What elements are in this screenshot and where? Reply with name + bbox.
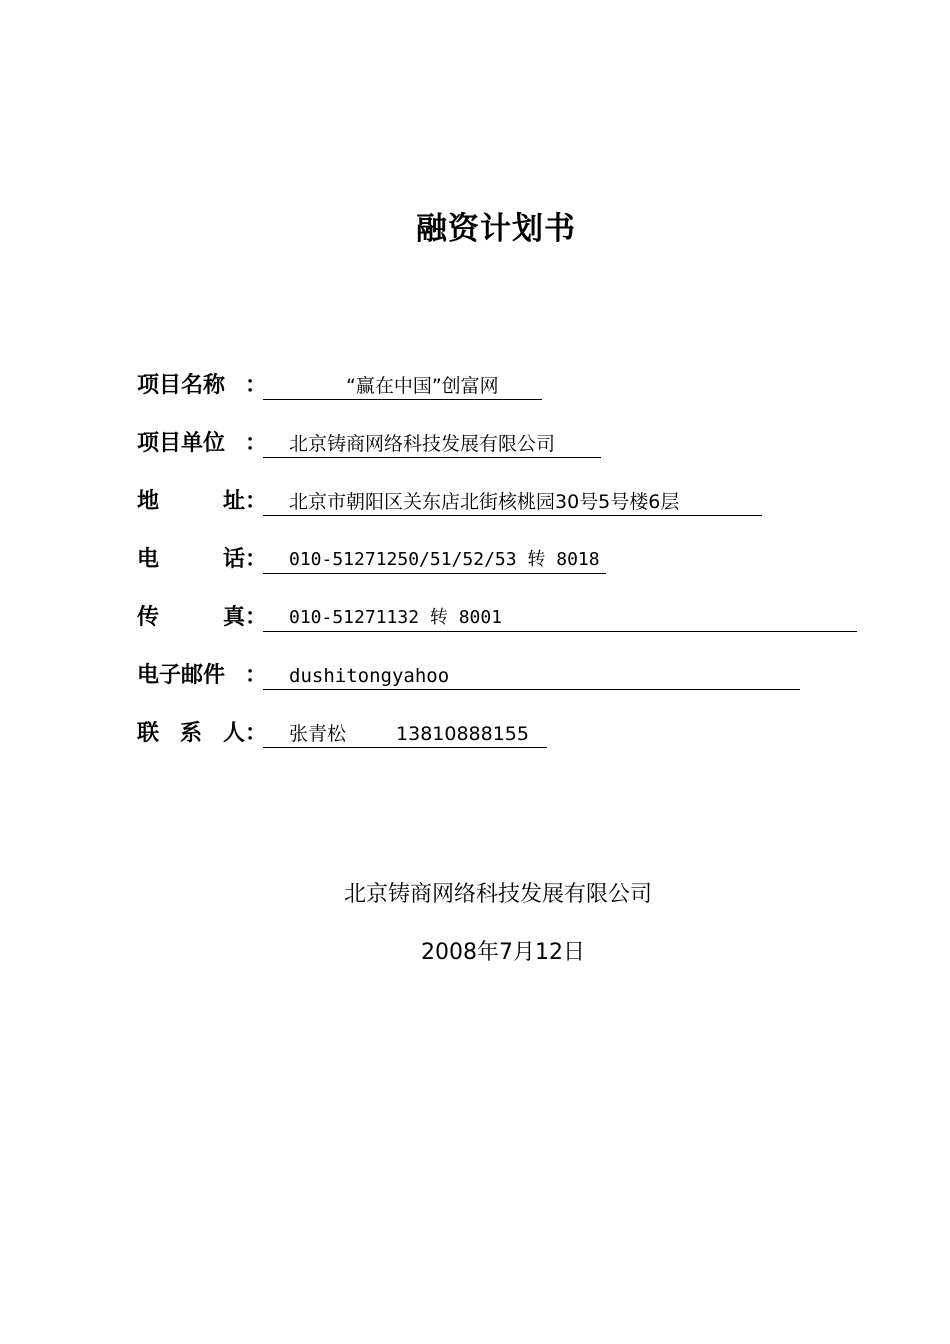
email-value: dushitongyahoo	[263, 663, 800, 690]
field-label-char: 真	[222, 605, 245, 630]
field-label-char: 传	[137, 605, 160, 630]
field-label	[137, 546, 268, 574]
project-unit-value: 北京铸商网络科技发展有限公司	[263, 431, 601, 458]
field-contact	[137, 716, 547, 748]
field-project-unit	[137, 426, 601, 458]
field-colon: ：	[245, 431, 268, 456]
field-label-char: 人	[222, 721, 245, 746]
contact-phone: 13810888155	[396, 723, 529, 745]
footer-date: 2008年7月12日	[421, 940, 585, 965]
field-label-char: 址	[222, 489, 245, 514]
address-value: 北京市朝阳区关东店北街核桃园30号5号楼6层	[263, 489, 762, 516]
field-label	[137, 604, 268, 632]
contact-value	[263, 721, 547, 748]
phone-value: 010-51271250/51/52/53 转 8018	[263, 547, 606, 574]
field-address	[137, 484, 762, 516]
field-project-name	[137, 368, 542, 400]
field-email	[137, 658, 800, 690]
field-label	[137, 372, 268, 400]
field-fax	[137, 600, 857, 632]
field-label	[137, 430, 268, 458]
field-label-text: 项目单位	[137, 431, 226, 456]
field-label-text: 电子邮件	[137, 663, 226, 688]
fax-value: 010-51271132 转 8001	[263, 605, 857, 632]
field-colon: ：	[245, 547, 268, 572]
field-label	[137, 488, 268, 516]
field-label-char: 联	[137, 721, 160, 746]
document-title: 融资计划书	[416, 211, 576, 247]
project-name-value: “赢在中国”创富网	[263, 373, 542, 400]
field-label-char: 系	[179, 721, 202, 746]
field-colon: ：	[245, 489, 268, 514]
field-label-char: 话	[222, 547, 245, 572]
field-colon: ：	[245, 663, 268, 688]
field-colon: ：	[245, 605, 268, 630]
field-label	[137, 720, 267, 748]
field-label-char: 电	[137, 547, 160, 572]
footer-company: 北京铸商网络科技发展有限公司	[343, 882, 652, 907]
contact-name: 张青松	[289, 723, 347, 745]
field-label-char: 地	[137, 489, 160, 514]
field-colon: ：	[245, 373, 268, 398]
field-label	[137, 662, 268, 690]
field-colon: ：	[244, 721, 267, 746]
field-phone	[137, 542, 606, 574]
field-label-text: 项目名称	[137, 373, 226, 398]
